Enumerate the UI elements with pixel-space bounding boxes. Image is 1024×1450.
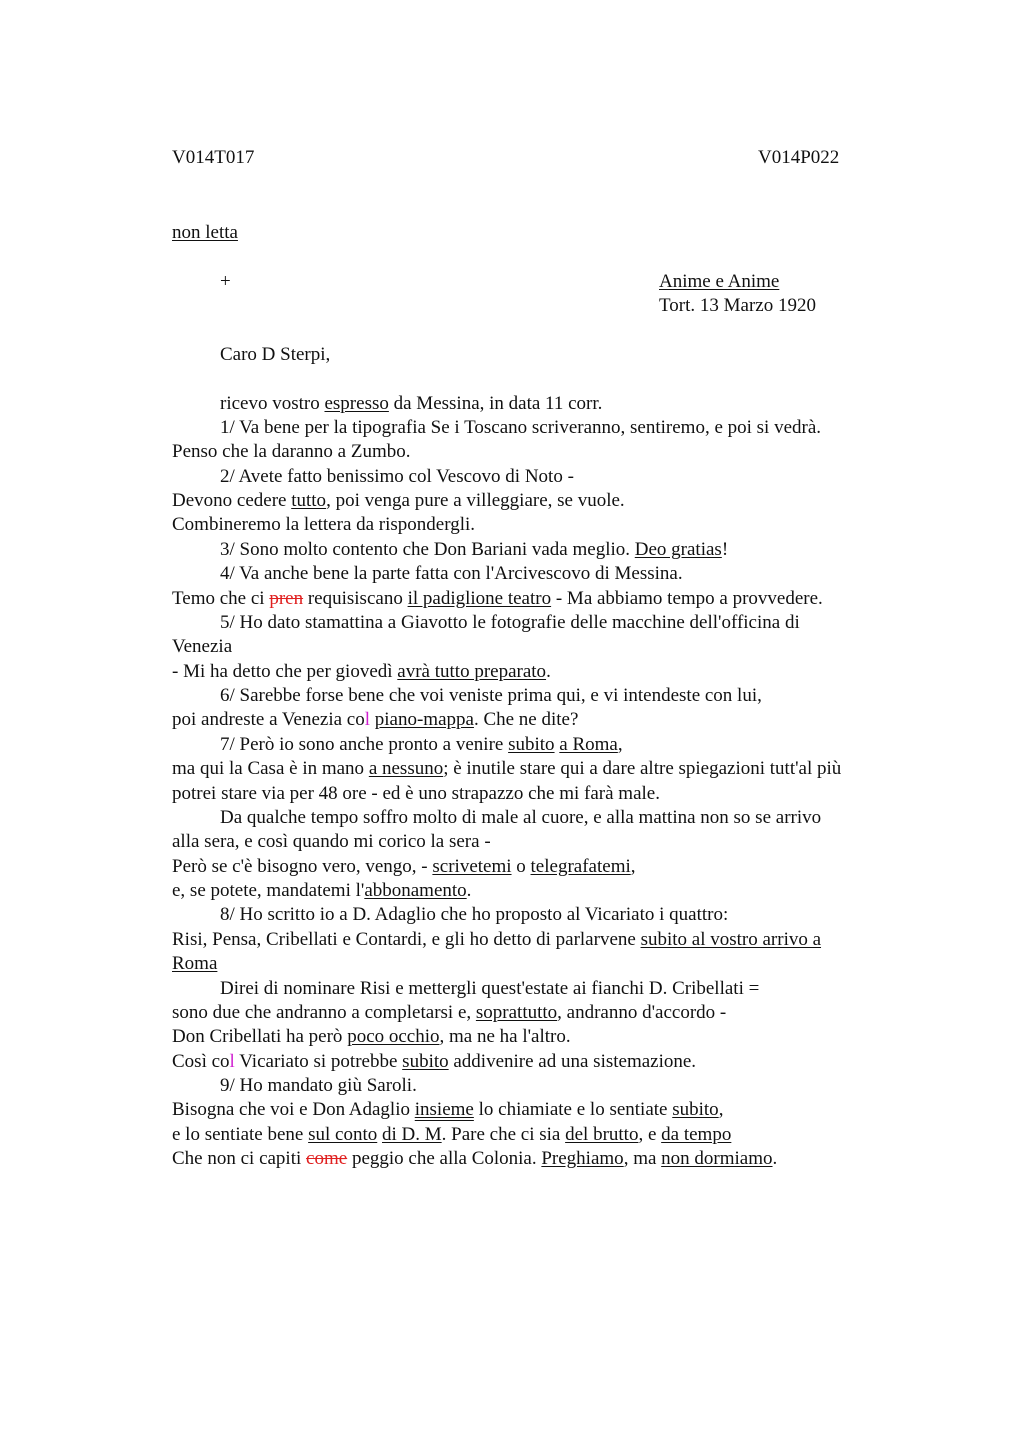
text-run: 7/ Però io sono anche pronto a venire (220, 734, 509, 755)
body-line (220, 977, 759, 1001)
underlined-text: del brutto (565, 1124, 639, 1145)
body-line (172, 489, 625, 513)
text-run: Così co (172, 1051, 230, 1072)
body-line (172, 830, 491, 854)
body-line (220, 538, 728, 562)
text-run: Temo che ci (172, 588, 270, 609)
body-line (172, 513, 475, 537)
body-line (172, 1098, 723, 1122)
underlined-text: telegrafatemi (530, 856, 631, 877)
text-run: Penso che la daranno a Zumbo. (172, 441, 411, 462)
text-run: ! (721, 539, 729, 560)
text-run: . (546, 661, 551, 682)
text-run: , (718, 1099, 724, 1120)
struck-text: come (306, 1148, 348, 1169)
underlined-text: Preghiamo (541, 1148, 624, 1169)
body-line (220, 684, 762, 708)
body-line (172, 1025, 571, 1049)
body-line (172, 952, 217, 976)
body-line (172, 1050, 696, 1074)
text-run: lo chiamiate e lo sentiate (473, 1099, 673, 1120)
text-run: Devono cedere (172, 490, 292, 511)
text-run: 6/ Sarebbe forse bene che voi veniste prima qui, e vi intendeste con lui, (220, 685, 762, 706)
body-line (172, 879, 471, 903)
body-line (172, 708, 578, 732)
body-line (220, 1074, 417, 1098)
underlined-text: sul conto (308, 1124, 378, 1145)
text-run: . Pare che ci sia (441, 1124, 566, 1145)
underlined-text: scrivetemi (432, 856, 512, 877)
underlined-text: non dormiamo (661, 1148, 773, 1169)
text-run: . (466, 880, 472, 901)
text-run: ricevo vostro (220, 393, 325, 414)
body-line (220, 903, 728, 927)
body-line (172, 440, 410, 464)
text-run: , e (638, 1124, 662, 1145)
cross-mark: + (220, 271, 231, 292)
text-run: 9/ Ho mandato giù Saroli. (220, 1075, 417, 1096)
body-line (172, 928, 821, 952)
text-run: 3/ Sono molto contento che Don Bariani vada meglio. (220, 539, 635, 560)
body-line (220, 465, 574, 489)
underlined-text: piano-mappa (374, 709, 474, 730)
underlined-text: subito al vostro arrivo a (640, 929, 822, 950)
left-code: V014T017 (172, 147, 255, 168)
underlined-text: a nessuno (368, 758, 444, 779)
double-underlined-text: insieme (414, 1099, 474, 1120)
underlined-text: subito (508, 734, 555, 755)
underlined-text: a Roma (559, 734, 618, 755)
underlined-text: subito (672, 1099, 719, 1120)
inserted-letter: l (229, 1051, 235, 1072)
text-run: 5/ Ho dato stamattina a Giavotto le fotografie delle macchine dell'officina di (220, 612, 800, 633)
underlined-text: il padiglione teatro (407, 588, 552, 609)
underlined-text: di D. M (382, 1124, 442, 1145)
text-run: . Che ne dite? (473, 709, 579, 730)
body-line (220, 733, 623, 757)
text-run: Don Cribellati ha però (172, 1026, 348, 1047)
body-line (172, 1001, 726, 1025)
text-run: Venezia (172, 636, 233, 657)
body-line (172, 782, 660, 806)
text-run: Però se c'è bisogno vero, vengo, - (172, 856, 433, 877)
text-run: 1/ Va bene per la tipografia Se i Toscano scriveranno, sentiremo, e poi si vedrà. (220, 417, 822, 438)
text-run: peggio che alla Colonia. (347, 1148, 542, 1169)
text-run: Direi di nominare Risi e mettergli quest'estate ai fianchi D. Cribellati = (220, 978, 760, 999)
text-run: ma qui la Casa è in mano (172, 758, 369, 779)
text-run: Combineremo la lettera da rispondergli. (172, 514, 476, 535)
text-run: 2/ Avete fatto benissimo col Vescovo di Noto - (220, 466, 574, 487)
body-line (220, 611, 800, 635)
body-line (220, 416, 821, 440)
salutation: Caro D Sterpi, (220, 344, 331, 365)
underlined-text: Deo gratias (634, 539, 722, 560)
body-line (220, 392, 602, 416)
text-run: o (511, 856, 531, 877)
body-line (172, 1123, 731, 1147)
underlined-text: espresso (324, 393, 389, 414)
text-run: requisiscano (303, 588, 408, 609)
text-run: sono due che andranno a completarsi e, (172, 1002, 476, 1023)
body-line (172, 587, 823, 611)
body-line (220, 806, 821, 830)
text-run: ; è inutile stare qui a dare altre spiegazioni tutt'al più (443, 758, 842, 779)
body-line (172, 660, 551, 684)
text-run: e lo sentiate bene (172, 1124, 309, 1145)
underlined-text: Roma (172, 953, 218, 974)
text-run: 8/ Ho scritto io a D. Adaglio che ho proposto al Vicariato i quattro: (220, 904, 729, 925)
underlined-text: tutto (291, 490, 327, 511)
text-run: alla sera, e così quando mi corico la sera - (172, 831, 491, 852)
text-run: Bisogna che voi e Don Adaglio (172, 1099, 415, 1120)
text-run: poi andreste a Venezia co (172, 709, 365, 730)
underlined-text: abbonamento (364, 880, 467, 901)
text-run: Risi, Pensa, Cribellati e Contardi, e gli ho detto di parlarvene (172, 929, 641, 950)
text-run: e, se potete, mandatemi l' (172, 880, 365, 901)
text-run: Che non ci capiti (172, 1148, 307, 1169)
underlined-text: poco occhio (347, 1026, 440, 1047)
body-line (172, 855, 636, 879)
read-status: non letta (172, 222, 238, 243)
underlined-text: soprattutto (475, 1002, 558, 1023)
body-line (220, 562, 683, 586)
underlined-text: avrà tutto preparato (397, 661, 547, 682)
underlined-text: subito (402, 1051, 449, 1072)
place-date: Tort. 13 Marzo 1920 (659, 295, 816, 316)
text-run: - Mi ha detto che per giovedì (172, 661, 398, 682)
text-run: , (617, 734, 623, 755)
text-run: Da qualche tempo soffro molto di male al cuore, e alla mattina non so se arrivo (220, 807, 822, 828)
body-line (172, 1147, 777, 1171)
text-run: , poi venga pure a villeggiare, se vuole. (326, 490, 625, 511)
text-run: Vicariato si potrebbe (234, 1051, 403, 1072)
body-line (172, 757, 841, 781)
underlined-text: da tempo (661, 1124, 732, 1145)
text-run: addivenire ad una sistemazione. (448, 1051, 697, 1072)
right-code: V014P022 (758, 147, 840, 168)
text-run: , andranno d'accordo - (557, 1002, 727, 1023)
struck-text: pren (269, 588, 304, 609)
text-run: , ma (623, 1148, 662, 1169)
inserted-letter: l (364, 709, 371, 730)
text-run: . (772, 1148, 778, 1169)
text-run: da Messina, in data 11 corr. (388, 393, 603, 414)
text-run: potrei stare via per 48 ore - ed è uno strapazzo che mi farà male. (172, 783, 660, 804)
text-run: , (630, 856, 636, 877)
body-line (172, 635, 232, 659)
text-run: - Ma abbiamo tempo a provvedere. (551, 588, 823, 609)
text-run: 4/ Va anche bene la parte fatta con l'Arcivescovo di Messina. (220, 563, 683, 584)
text-run: , ma ne ha l'altro. (439, 1026, 571, 1047)
heading-title: Anime e Anime (659, 271, 780, 292)
